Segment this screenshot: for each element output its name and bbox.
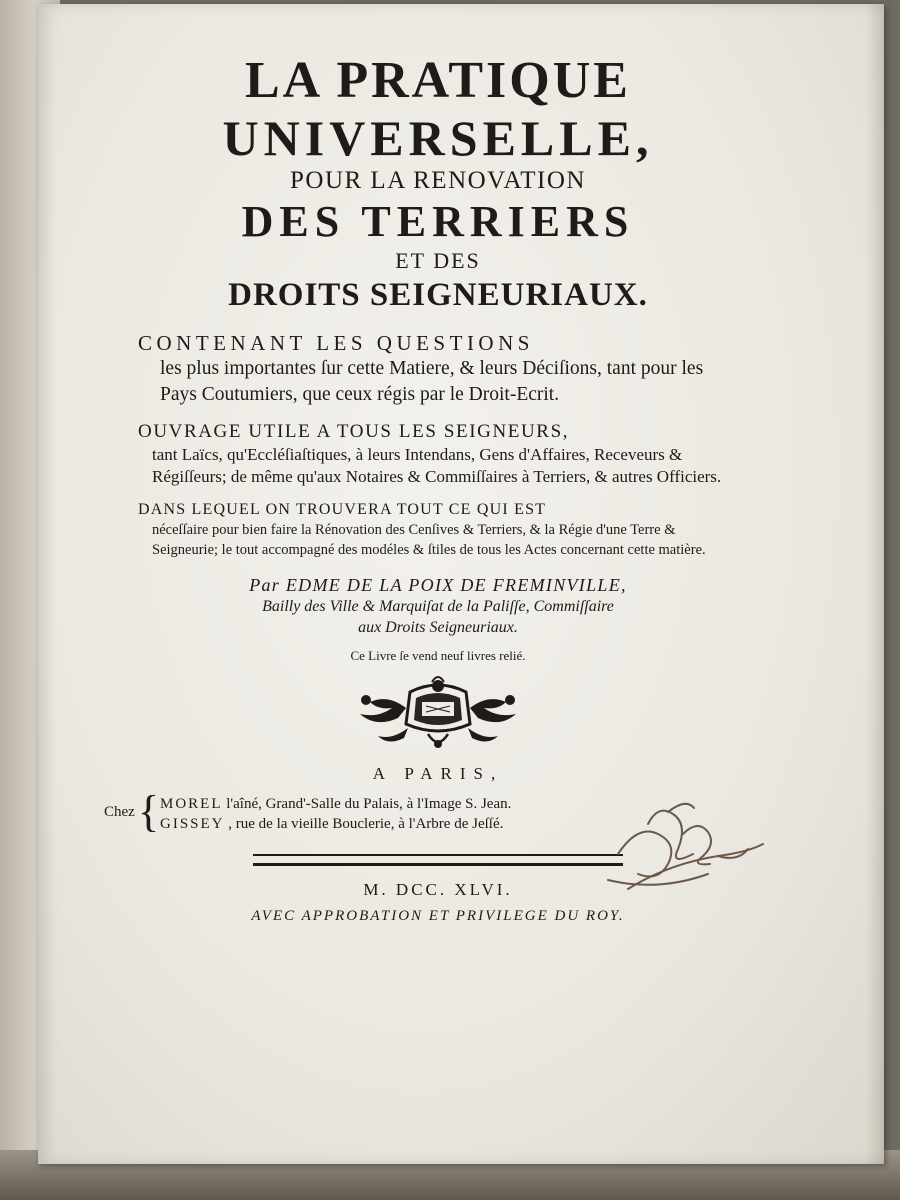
- paragraph-contenant-lead: CONTENANT LES QUESTIONS: [138, 331, 534, 355]
- title-line-2: UNIVERSELLE,: [222, 110, 654, 166]
- imprint-date: M. DCC. XLVI.: [363, 880, 513, 899]
- publisher-row: [160, 794, 511, 814]
- publisher-address: , rue de la vieille Bouclerie, à l'Arbre de Jeſſé.: [228, 816, 504, 832]
- paragraph-dans-lequel-lead: DANS LEQUEL ON TROUVERA TOUT CE QUI EST: [138, 501, 547, 518]
- price-note: Ce Livre ſe vend neuf livres relié.: [350, 648, 526, 663]
- publisher-name: MOREL: [160, 796, 223, 812]
- title-line-5: ET DES: [395, 248, 481, 273]
- paragraph-ouvrage-body: tant Laïcs, qu'Eccléſiaſtiques, à leurs Intendans, Gens d'Affaires, Receveurs & Régiſſeurs; de même qu'aux Notaires & Commiſſaires à Terriers, & autres Officiers.: [152, 445, 722, 486]
- brace-glyph: {: [138, 787, 160, 836]
- paragraph-ouvrage: [138, 420, 738, 488]
- publisher-row: [160, 814, 503, 834]
- paragraph-dans-lequel-body: néceſſaire pour bien faire la Rénovation des Cenſives & Terriers, & la Régie d'une Terre & Seigneurie; le tout accompagné des modéles & ſtiles de tous les Actes concernant cette matière.: [152, 522, 706, 558]
- title-line-3: POUR LA RENOVATION: [289, 167, 586, 194]
- paragraph-dans-lequel: [138, 500, 738, 560]
- handwritten-signature-icon: [598, 794, 778, 904]
- title-line-1: LA PRATIQUE: [245, 52, 631, 109]
- title-line-6: DROITS SEIGNEURIAUX.: [228, 277, 648, 313]
- floral-cartouche-ornament-icon: [348, 674, 528, 752]
- page-fore-edge: [866, 4, 884, 1164]
- paragraph-ouvrage-lead: OUVRAGE UTILE A TOUS LES SEIGNEURS,: [138, 421, 570, 442]
- author-title-cont: aux Droits Seigneuriaux.: [358, 619, 518, 636]
- paragraph-contenant: [138, 330, 738, 408]
- publisher-address: l'aîné, Grand'-Salle du Palais, à l'Image S. Jean.: [226, 796, 512, 812]
- chez-label: Chez: [104, 804, 135, 820]
- author-block: [138, 574, 738, 638]
- publisher-name: GISSEY: [160, 816, 225, 832]
- paragraph-contenant-body: les plus importantes ſur cette Matiere, & leurs Déciſions, tant pour les Pays Coutumiers, que ceux régis par le Droit-Ecrit.: [160, 358, 704, 405]
- approbation-line: AVEC APPROBATION ET PRIVILEGE DU ROY.: [251, 908, 625, 924]
- double-rule-divider: [253, 854, 623, 866]
- imprint-place: A PARIS,: [372, 764, 504, 783]
- author-title: Bailly des Ville & Marquiſat de la Paliſſe, Commiſſaire: [262, 598, 614, 615]
- author-name: Par EDME DE LA POIX DE FREMINVILLE,: [249, 575, 627, 595]
- title-page: [38, 4, 884, 1164]
- title-line-4: DES TERRIERS: [241, 197, 635, 246]
